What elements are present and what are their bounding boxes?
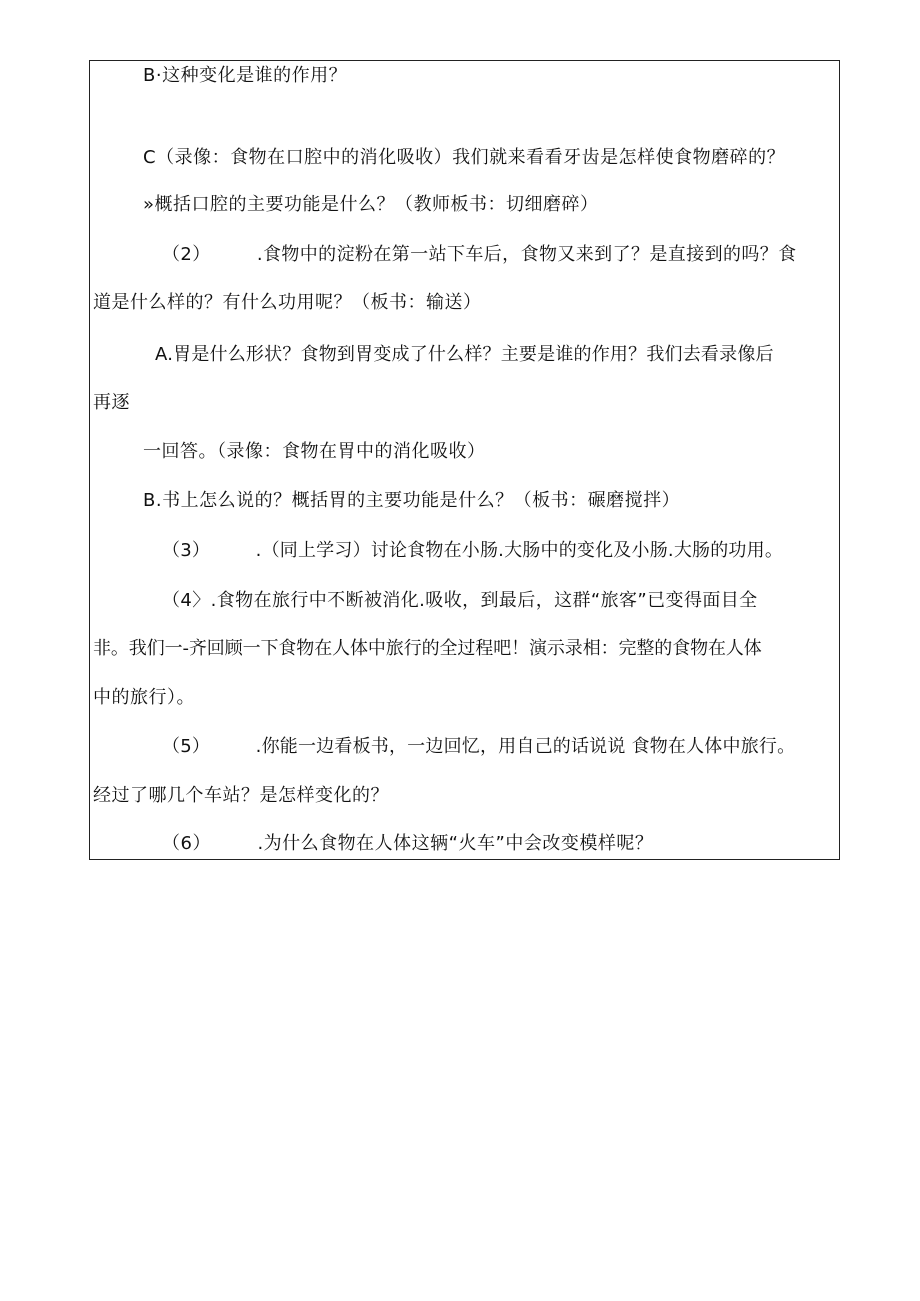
text-line-b-book: B.书上怎么说的？概括胃的主要功能是什么？（板书：碾磨搅拌） (143, 490, 681, 511)
text-line-item-2: （2） .食物中的淀粉在第一站下车后，食物又来到了？是直接到的吗？食 (162, 244, 797, 265)
text-line-b-question: B·这种变化是谁的作用？ (143, 65, 348, 86)
text-line-then: 再逐 (93, 392, 130, 413)
text-line-c-video-mouth: C（录像：食物在口腔中的消化吸收）我们就来看看牙齿是怎样使食物磨碎的？ (143, 147, 786, 168)
text-line-mouth-function: »概括口腔的主要功能是什么？（教师板书：切细磨碎） (143, 194, 599, 215)
text-line-a-stomach: A.胃是什么形状？食物到胃变成了什么样？主要是谁的作用？我们去看录像后 (155, 344, 774, 365)
text-line-journey-end: 中的旅行）。 (93, 687, 195, 708)
text-line-item-6: （6） .为什么食物在人体这辆“火车”中会改变模样呢？ (162, 833, 654, 854)
text-line-answer-one-by-one: 一回答。（录像：食物在胃中的消化吸收） (143, 441, 486, 462)
text-line-review: 非。我们一-齐回顾一下食物在人体中旅行的全过程吧！演示录相：完整的食物在人体 (93, 638, 762, 659)
text-line-item-5: （5） .你能一边看板书，一边回忆，用自己的话说说 食物在人体中旅行。 (162, 736, 796, 757)
text-line-item-3: （3） .（同上学习）讨论食物在小肠.大肠中的变化及小肠.大肠的功用。 (162, 540, 784, 561)
text-line-item-4: （4〉.食物在旅行中不断被消化.吸收，到最后，这群“旅客”已变得面目全 (162, 590, 758, 611)
text-line-esophagus: 道是什么样的？有什么功用呢？（板书：输送） (93, 292, 482, 313)
text-line-stations: 经过了哪几个车站？是怎样变化的？ (93, 785, 389, 806)
